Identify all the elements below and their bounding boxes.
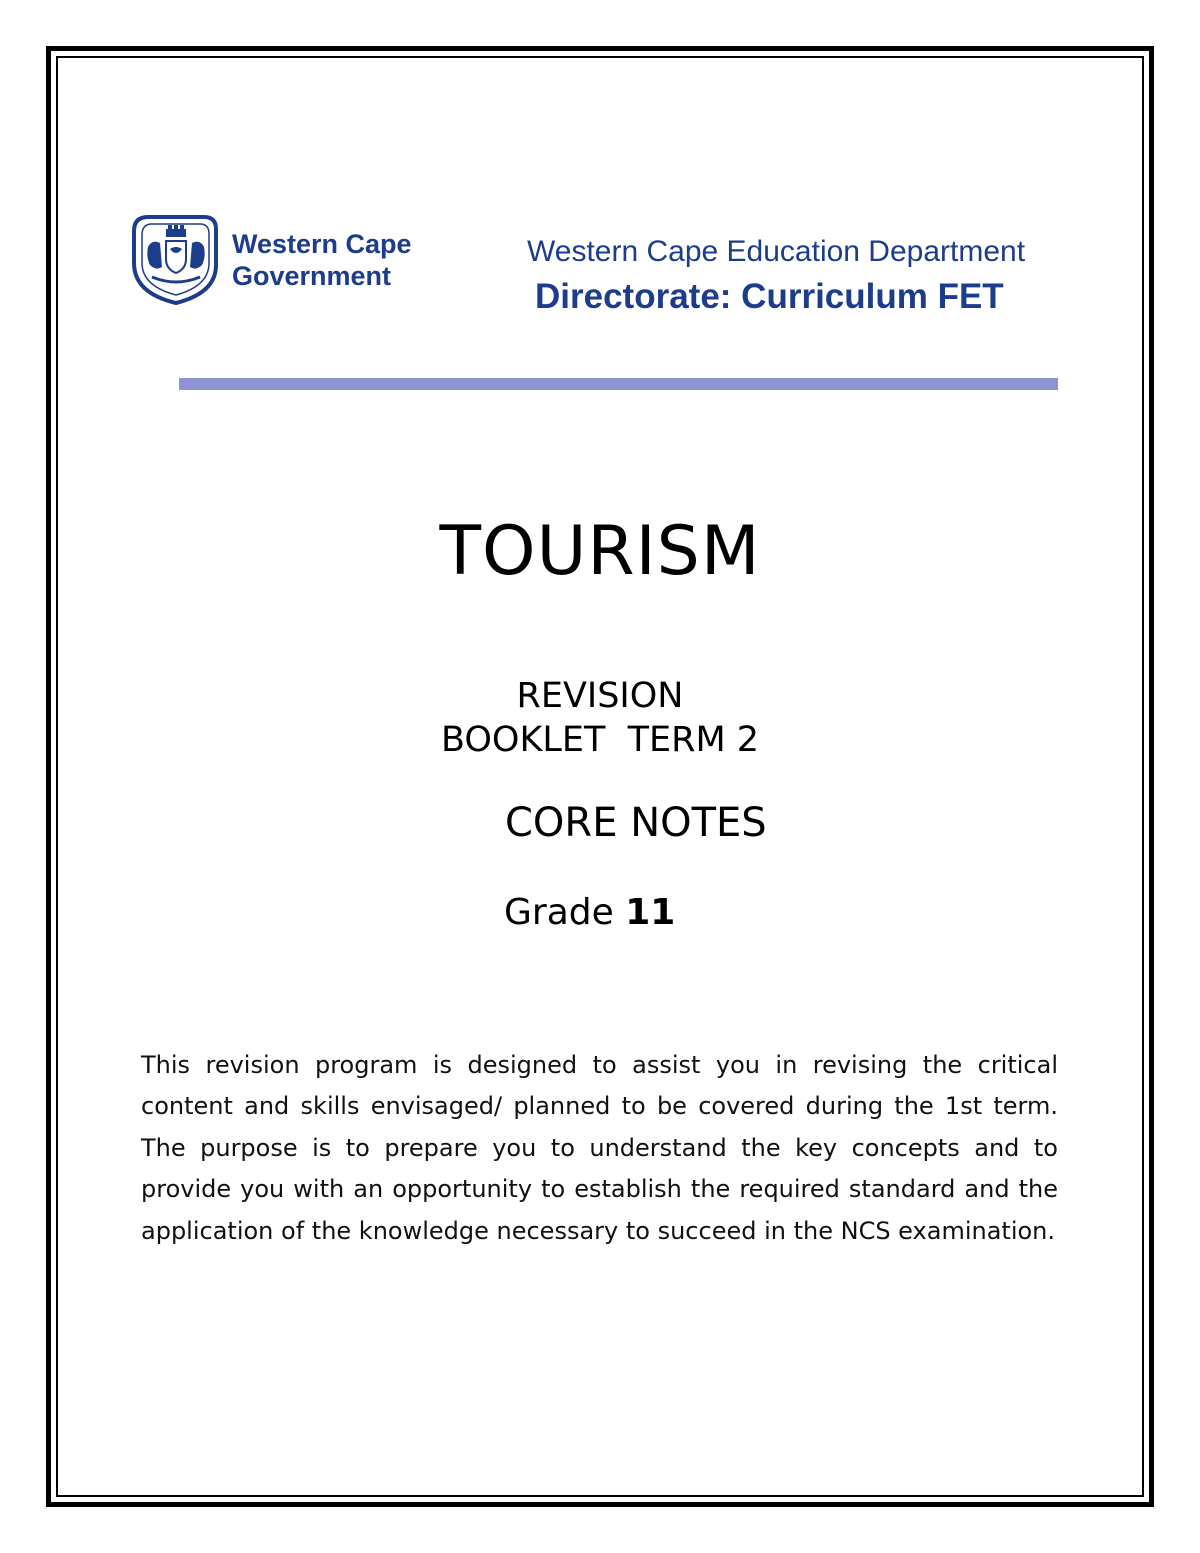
grade-label: Grade <box>504 892 614 933</box>
coat-of-arms-icon <box>130 213 440 305</box>
grade-number: 11 <box>625 892 676 933</box>
revision-line-1: REVISION <box>516 676 684 716</box>
western-cape-government-logo <box>130 213 440 305</box>
grade-heading <box>504 890 675 936</box>
department-heading <box>525 230 1065 320</box>
document-title: TOURISM <box>439 512 761 591</box>
revision-booklet-heading <box>0 674 1200 762</box>
directorate-name: Directorate: Curriculum FET <box>535 277 1004 316</box>
revision-line-2: BOOKLET TERM 2 <box>440 720 760 760</box>
intro-paragraph: This revision program is designed to assist you in revising the critical content and skills envisaged/ planned to be covered during the 1st term. The purpose is to prepare you to understand the key concepts and to provide you with an opportunity to establish the required standard and the application of the knowledge necessary to succeed in the NCS examination. <box>141 1051 1058 1245</box>
core-notes-heading: CORE NOTES <box>505 800 767 846</box>
header-divider <box>179 378 1058 390</box>
logo-text-line1: Western Cape <box>232 229 412 259</box>
logo-text-line2: Government <box>232 261 392 291</box>
department-name: Western Cape Education Department <box>527 235 1026 268</box>
